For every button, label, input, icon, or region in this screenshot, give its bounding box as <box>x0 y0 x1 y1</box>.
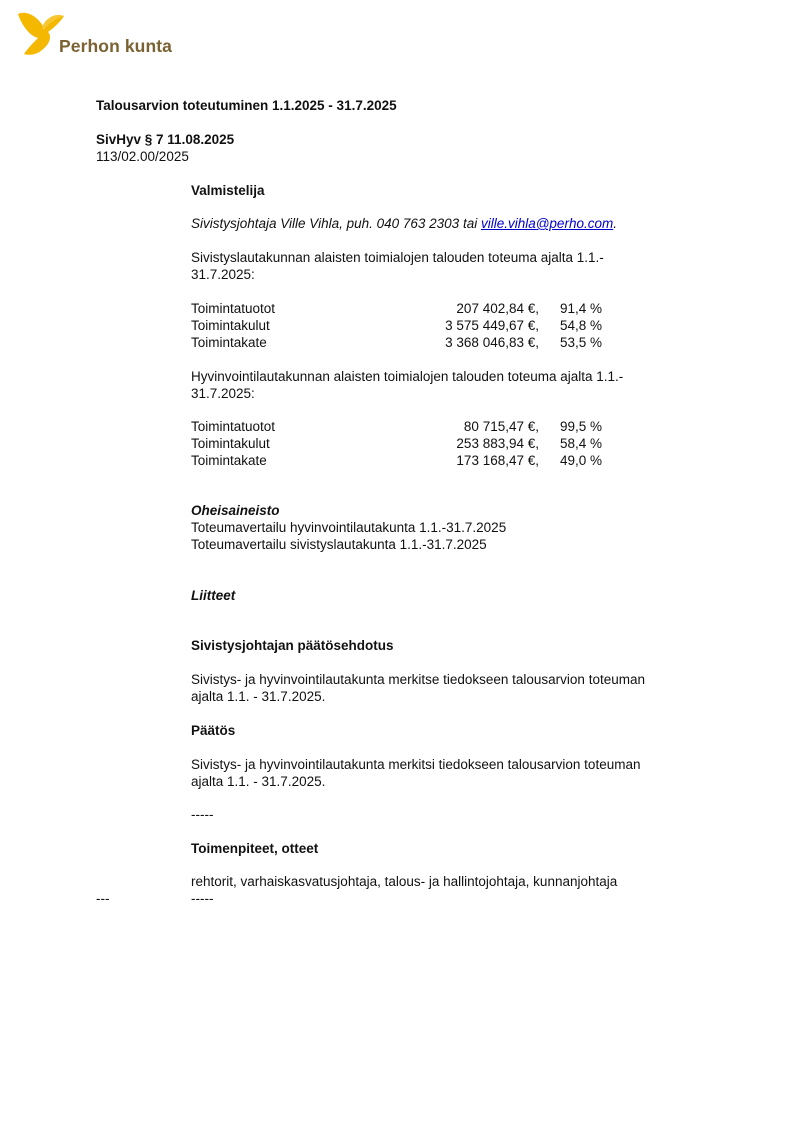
attachments-heading: Oheisaineisto <box>191 503 280 518</box>
row-amount: 3 575 449,67 €, <box>445 318 539 333</box>
hyvinvointi-intro-line1: Hyvinvointilautakunnan alaisten toimialojen talouden toteuma ajalta 1.1.- <box>191 369 624 384</box>
sivistys-row <box>191 300 611 317</box>
preparer-email-link[interactable]: ville.vihla@perho.com <box>480 216 614 231</box>
proposal-line1: Sivistys- ja hyvinvointilautakunta merkitse tiedokseen talousarvion toteuman <box>191 672 645 687</box>
preparer-heading: Valmistelija <box>191 183 265 198</box>
case-number: 113/02.00/2025 <box>96 149 189 164</box>
decision-heading: Päätös <box>191 723 236 738</box>
preparer-contact-suffix: . <box>613 216 617 231</box>
row-amount: 173 168,47 €, <box>456 453 539 468</box>
row-percentage: 91,4 % <box>559 301 602 316</box>
row-percentage: 54,8 % <box>559 318 602 333</box>
hyvinvointi-intro-line2: 31.7.2025: <box>191 386 255 401</box>
row-label: Toimintatuotot <box>191 419 276 434</box>
hyvinvointi-row <box>191 418 611 435</box>
row-label: Toimintakate <box>191 335 267 350</box>
row-amount: 207 402,84 €, <box>456 301 539 316</box>
decision-line2: ajalta 1.1. - 31.7.2025. <box>191 774 326 789</box>
hyvinvointi-row <box>191 435 611 452</box>
proposal-heading: Sivistysjohtajan päätösehdotus <box>191 638 394 653</box>
decision-separator: ----- <box>191 807 214 822</box>
preparer-contact <box>191 215 617 232</box>
document-title: Talousarvion toteutuminen 1.1.2025 - 31.7.2025 <box>96 98 397 113</box>
row-label: Toimintakulut <box>191 436 270 451</box>
hyvinvointi-row <box>191 452 611 469</box>
row-percentage: 58,4 % <box>559 436 602 451</box>
preparer-contact-text: Sivistysjohtaja Ville Vihla, puh. 040 763 2303 tai <box>191 216 481 231</box>
row-amount: 253 883,94 €, <box>456 436 539 451</box>
row-label: Toimintatuotot <box>191 301 276 316</box>
liitteet-heading: Liitteet <box>191 588 236 603</box>
proposal-line2: ajalta 1.1. - 31.7.2025. <box>191 689 326 704</box>
row-percentage: 53,5 % <box>559 335 602 350</box>
row-percentage: 49,0 % <box>559 453 602 468</box>
left-marker: --- <box>96 891 110 906</box>
decision-line1: Sivistys- ja hyvinvointilautakunta merkitsi tiedokseen talousarvion toteuman <box>191 757 641 772</box>
logo-text: Perhon kunta <box>59 36 173 56</box>
meeting-reference: SivHyv § 7 11.08.2025 <box>96 132 235 147</box>
sivistys-row <box>191 334 611 351</box>
actions-heading: Toimenpiteet, otteet <box>191 841 319 856</box>
sivistys-row <box>191 317 611 334</box>
sivistys-intro-line2: 31.7.2025: <box>191 267 255 282</box>
row-label: Toimintakulut <box>191 318 270 333</box>
row-amount: 3 368 046,83 €, <box>445 335 539 350</box>
sivistys-intro-line1: Sivistyslautakunnan alaisten toimialojen talouden toteuma ajalta 1.1.- <box>191 250 604 265</box>
row-amount: 80 715,47 €, <box>463 419 539 434</box>
row-percentage: 99,5 % <box>559 419 602 434</box>
attachment-item[interactable]: Toteumavertailu hyvinvointilautakunta 1.1.-31.7.2025 <box>191 520 507 535</box>
attachment-item[interactable]: Toteumavertailu sivistyslautakunta 1.1.-31.7.2025 <box>191 537 487 552</box>
row-label: Toimintakate <box>191 453 267 468</box>
actions-separator: ----- <box>191 891 214 906</box>
actions-recipients: rehtorit, varhaiskasvatusjohtaja, talous- ja hallintojohtaja, kunnanjohtaja <box>191 874 618 889</box>
